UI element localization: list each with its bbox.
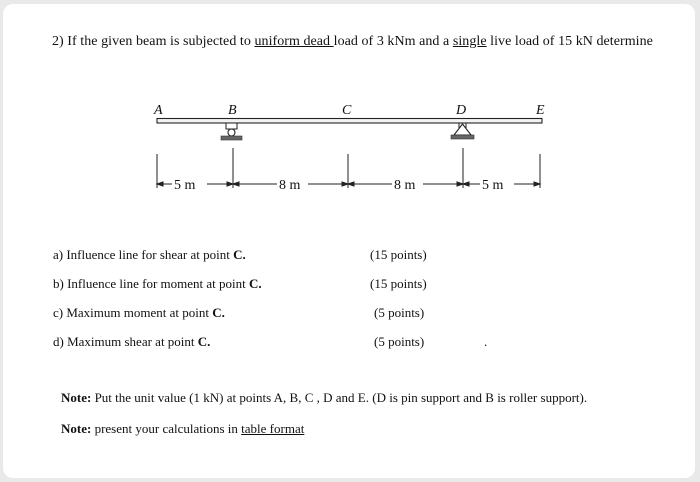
item-c-text: c) Maximum moment at point — [53, 305, 213, 320]
label-d: D — [456, 103, 467, 118]
item-d-points: (5 points) — [374, 334, 425, 349]
span-de-label: 5 m — [482, 178, 504, 193]
span-cd-label: 8 m — [394, 178, 416, 193]
question-pre: 2) If the given beam is subjected to — [52, 34, 255, 49]
label-c: C — [342, 103, 352, 118]
note-1 — [61, 390, 587, 406]
item-b-text: b) Influence line for moment at point — [53, 276, 250, 291]
item-b-point: C. — [249, 276, 262, 291]
note-1-label: Note: — [61, 390, 92, 405]
span-ab-label: 5 m — [174, 178, 196, 193]
question-underline-single: single — [452, 34, 487, 49]
span-bc-label: 8 m — [279, 178, 301, 193]
item-c — [53, 305, 225, 321]
note-2-table-format: table format — [241, 421, 305, 436]
pin-support-d — [451, 123, 474, 139]
question-underline-uniform-dead: uniform dead — [254, 34, 334, 49]
note-1-text: Put the unit value (1 kN) at points A, B, C , D and E. (D is pin support and B is roller support). — [91, 390, 588, 405]
item-b-points: (15 points) — [370, 276, 427, 291]
label-e: E — [536, 103, 545, 118]
note-2-text: present your calculations in — [91, 421, 242, 436]
item-a-text: a) Influence line for shear at point — [53, 247, 234, 262]
item-a-point: C. — [233, 247, 246, 262]
item-d-point: C. — [197, 334, 211, 349]
item-d — [53, 334, 210, 350]
item-b — [53, 276, 262, 292]
beam — [157, 119, 542, 124]
label-b: B — [228, 103, 237, 118]
item-a-points: (15 points) — [370, 247, 427, 262]
item-c-points: (5 points) — [374, 305, 425, 320]
item-d-text: d) Maximum shear at point — [53, 334, 198, 349]
question-post: live load of 15 kN determine — [486, 34, 653, 49]
note-2-label: Note: — [61, 421, 92, 436]
roller-support-b — [221, 123, 242, 140]
item-c-point: C. — [212, 305, 225, 320]
question-mid: load of 3 kNm and a — [333, 34, 453, 49]
item-a — [53, 247, 246, 263]
stray-mark: . — [484, 334, 488, 349]
label-a: A — [154, 103, 163, 118]
note-2 — [61, 421, 304, 437]
